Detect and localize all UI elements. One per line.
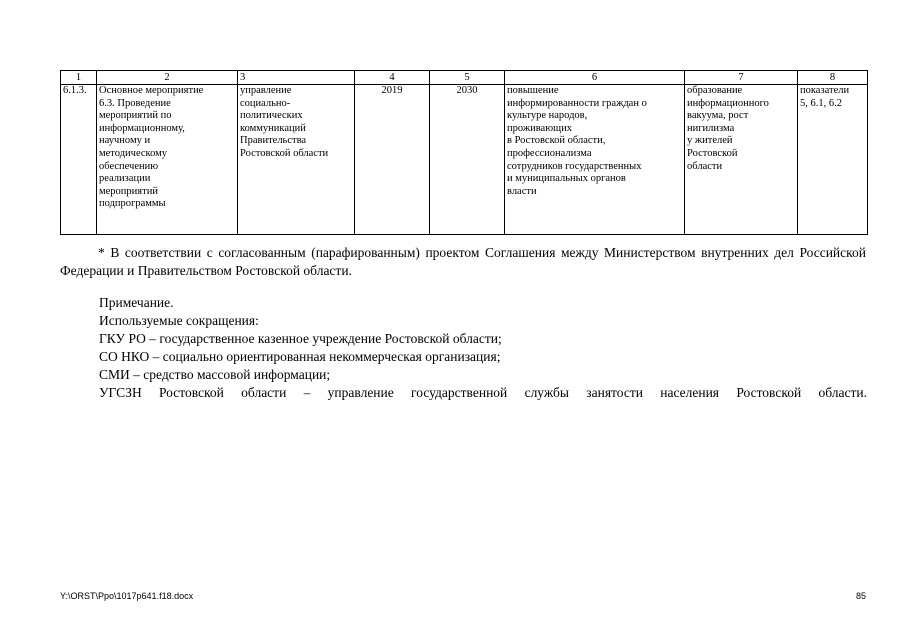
column-number-8: 8 [798,71,868,85]
indicators-cell [798,85,868,235]
table-row [61,85,868,235]
measure-name: Основное мероприятие 6.3. Проведение мероприятий по информационному, научному и методическому обеспечению реализации мероприятий подпрограммы [99,85,204,210]
notes-block [99,294,867,402]
column-number-4: 4 [355,71,430,85]
end-year-cell [430,85,505,235]
measure-name-cell [97,85,238,235]
expected-result: повышение информированности граждан о культуре народов, проживающих в Ростовской области, профессионализма сотрудников государственных и муниципальных органов власти [507,85,647,197]
column-number-5: 5 [430,71,505,85]
end-year: 2030 [456,85,478,96]
footnote: * В соответствии с согласованным (парафированным) проектом Соглашения между Министерством внутренних дел Российской Федерации и Правительством Ростовской области. [60,245,866,278]
page-number: 85 [855,591,866,601]
column-number-7: 7 [685,71,798,85]
notes-title: Примечание. [99,295,174,310]
measure-number: 6.1.3. [63,85,87,96]
start-year-cell [355,85,430,235]
abbreviation-item: УГСЗН Ростовской области – управление государственной службы занятости населения Ростовской области. [99,385,867,400]
abbreviation-item: СМИ – средство массовой информации; [99,367,331,382]
table-header-row [61,71,868,85]
abbreviations-heading: Используемые сокращения: [99,313,259,328]
indicators: показатели 5, 6.1, 6.2 [800,85,850,109]
measures-table [60,70,868,235]
expected-result-cell [505,85,685,235]
executor: управление социально- политических коммуникаций Правительства Ростовской области [240,85,329,159]
footer-file-path: Y:\ORST\Ppo\1017p641.f18.docx [60,591,194,601]
executor-cell [238,85,355,235]
consequences-cell [685,85,798,235]
column-number-2: 2 [97,71,238,85]
column-number-6: 6 [505,71,685,85]
abbreviation-item: СО НКО – социально ориентированная некоммерческая организация; [99,349,501,364]
measure-number-cell [61,85,97,235]
consequences: образование информационного вакуума, рост нигилизма у жителей Ростовской области [687,85,769,172]
column-number-1: 1 [61,71,97,85]
abbreviation-item: ГКУ РО – государственное казенное учреждение Ростовской области; [99,331,502,346]
start-year: 2019 [381,85,403,96]
column-number-3: 3 [238,71,355,85]
